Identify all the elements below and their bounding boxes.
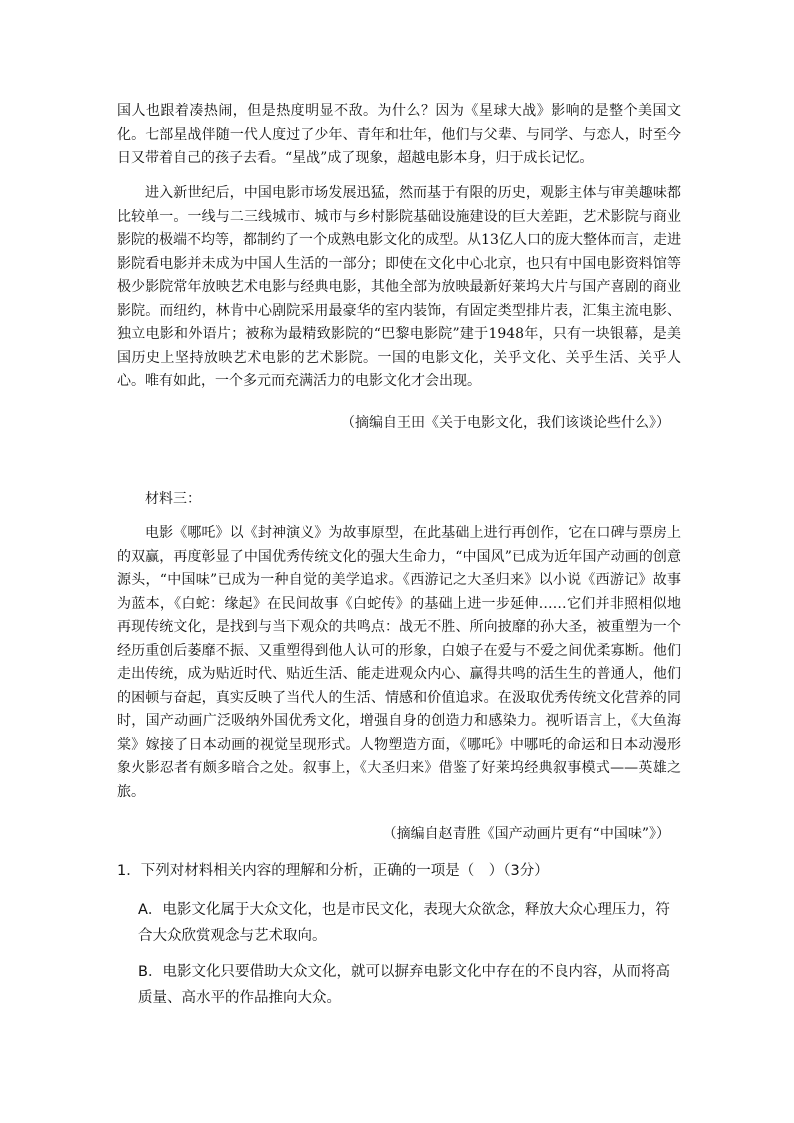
- material3-paragraph: 电影《哪吒》以《封神演义》为故事原型，在此基础上进行再创作，它在口碑与票房上的双赢，再度彰显了中国优秀传统文化的强大生命力，“中国风”已成为近年国产动画的创意源头，“中国味”已成为一种自觉的美学追求。《西游记之大圣归来》以小说《西游记》故事为蓝本，《白蛇：缘起》在民间故事《白蛇传》的基础上进一步延伸……它们并非照相似地再现传统文化，是找到与当下观众的共鸣点：战无不胜、所向披靡的孙大圣，被重塑为一个经历重创后萎靡不振、又重塑得到他人认可的形象，白娘子在爱与不爱之间优柔寡断。他们走出传统，成为贴近时代、贴近生活、能走进观众内心、赢得共鸣的活生生的普通人，他们的困顿与奋起，真实反映了当代人的生活、情感和价值追求。在汲取优秀传统文化营养的同时，国产动画广泛吸纳外国优秀文化，增强自身的创造力和感染力。视听语言上，《大鱼海棠》嫁接了日本动画的视觉呈现形式。人物塑造方面，《哪吒》中哪吒的命运和日本动漫形象火影忍者有颇多暗合之处。叙事上，《大圣归来》借鉴了好莱坞经典叙事模式——英雄之旅。: [117, 525, 681, 800]
- material3-label: 材料三：: [145, 491, 201, 507]
- material2-paragraph-1: 国人也跟着凑热闹，但是热度明显不敌。为什么？因为《星球大战》影响的是整个美国文化。七部星战伴随一代人度过了少年、青年和壮年，他们与父辈、与同学、与恋人，时至今日又带着自己的孩子去看。“星战”成了现象，超越电影本身，归于成长记忆。: [117, 103, 681, 166]
- material3-source: （摘编自赵青胜《国产动画片更有“中国味”》）: [382, 826, 670, 842]
- question-1-option-b[interactable]: B．电影文化只要借助大众文化，就可以摒弃电影文化中存在的不良内容，从而将高质量、高水平的作品推向大众。: [138, 964, 670, 1006]
- question-1-stem: 1．下列对材料相关内容的理解和分析，正确的一项是（ ）（3分）: [117, 863, 549, 879]
- material2-source: （摘编自王田《关于电影文化，我们该谈论些什么》）: [341, 415, 670, 431]
- material2-paragraph-2: 进入新世纪后，中国电影市场发展迅猛，然而基于有限的历史，观影主体与审美趣味都比较单一。一线与二三线城市、城市与乡村影院基础设施建设的巨大差距，艺术影院与商业影院的极端不均等，都制约了一个成熟电影文化的成型。从13亿人口的庞大整体而言，走进影院看电影并未成为中国人生活的一部分；即使在文化中心北京，也只有中国电影资料馆等极少影院常年放映艺术电影与经典电影，其他全部为放映最新好莱坞大片与国产喜剧的商业影院。而纽约，林肯中心剧院采用最豪华的室内装饰，有固定类型排片表，汇集主流电影、独立电影和外语片；被称为最精致影院的“巴黎电影院”建于1948年，只有一块银幕，是美国历史上坚持放映艺术电影的艺术影院。一国的电影文化，关乎文化、关乎生活、关乎人心。唯有如此，一个多元而充满活力的电影文化才会出现。: [117, 185, 681, 389]
- question-1-option-a[interactable]: A．电影文化属于大众文化，也是市民文化，表现大众欲念，释放大众心理压力，符合大众欣赏观念与艺术取向。: [138, 902, 670, 944]
